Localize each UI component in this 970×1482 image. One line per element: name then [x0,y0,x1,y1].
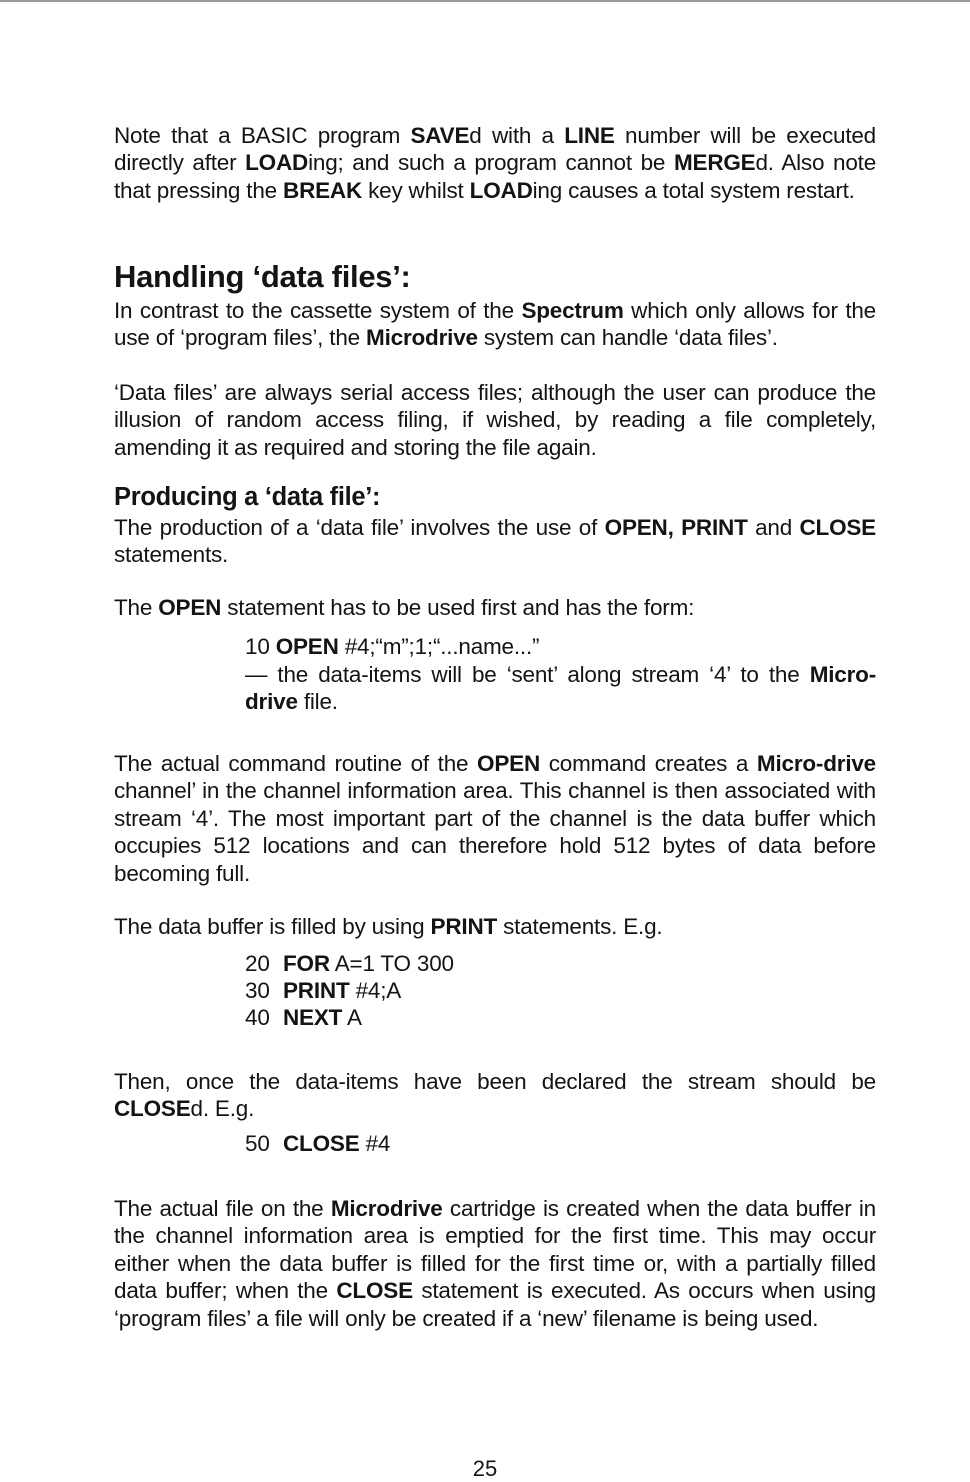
code-close-line: 50 CLOSE #4 [245,1131,391,1156]
paragraph-close-stream: Then, once the data-items have been declared the stream should be CLOSEd. E.g. [114,1069,876,1122]
code-line: 20 FOR A=1 TO 300 [245,951,454,976]
code-open-line: 10 OPEN #4;“m”;1;“...name...” [245,634,540,659]
code-line: 30 PRINT #4;A [245,978,402,1003]
paragraph-data-buffer: The data buffer is filled by using PRINT statements. E.g. [114,914,663,939]
page-number: 25 [472,1456,498,1481]
paragraph-open-statement: The OPEN statement has to be used first and has the form: [114,595,695,620]
paragraph-serial-access: ‘Data files’ are always serial access files; although the user can produce the illusion of random access filing, if wished, by reading a file completely, amending it as required and storing the file again. [114,380,876,460]
top-rule [0,0,970,2]
paragraph-file-created: The actual file on the Microdrive cartridge is created when the data buffer in the channel information area is emptied for the first time. This may occur either when the data buffer is filled for the first time or, with a partially filled data buffer; when the CLOSE statement is executed. As occurs when using ‘program files’ a file will only be created if a ‘new’ filename is being used. [114,1196,876,1331]
code-line: 40 NEXT A [245,1005,362,1030]
heading-handling-data-files: Handling ‘data files’: [114,259,411,294]
heading-producing-data-file: Producing a ‘data file’: [114,483,381,511]
paragraph-command-routine: The actual command routine of the OPEN command creates a Micro-drive channel’ in the channel information area. This channel is then associated with stream ‘4’. The most important part of the channel is the data buffer which occupies 512 locations and can therefore hold 512 bytes of data before becoming full. [114,751,876,886]
paragraph-contrast: In contrast to the cassette system of the Spectrum which only allows for the use of ‘program files’, the Microdrive system can handle ‘data files’. [114,298,876,351]
paragraph-production: The production of a ‘data file’ involves the use of OPEN, PRINT and CLOSE statements. [114,515,876,568]
code-open-note: — the data-items will be ‘sent’ along stream ‘4’ to the Micro-drive file. [245,662,876,715]
paragraph-basic-note: Note that a BASIC program SAVEd with a LINE number will be executed directly after LOADing; and such a program cannot be MERGEd. Also note that pressing the BREAK key whilst LOADing causes a total system restart. [114,123,877,203]
